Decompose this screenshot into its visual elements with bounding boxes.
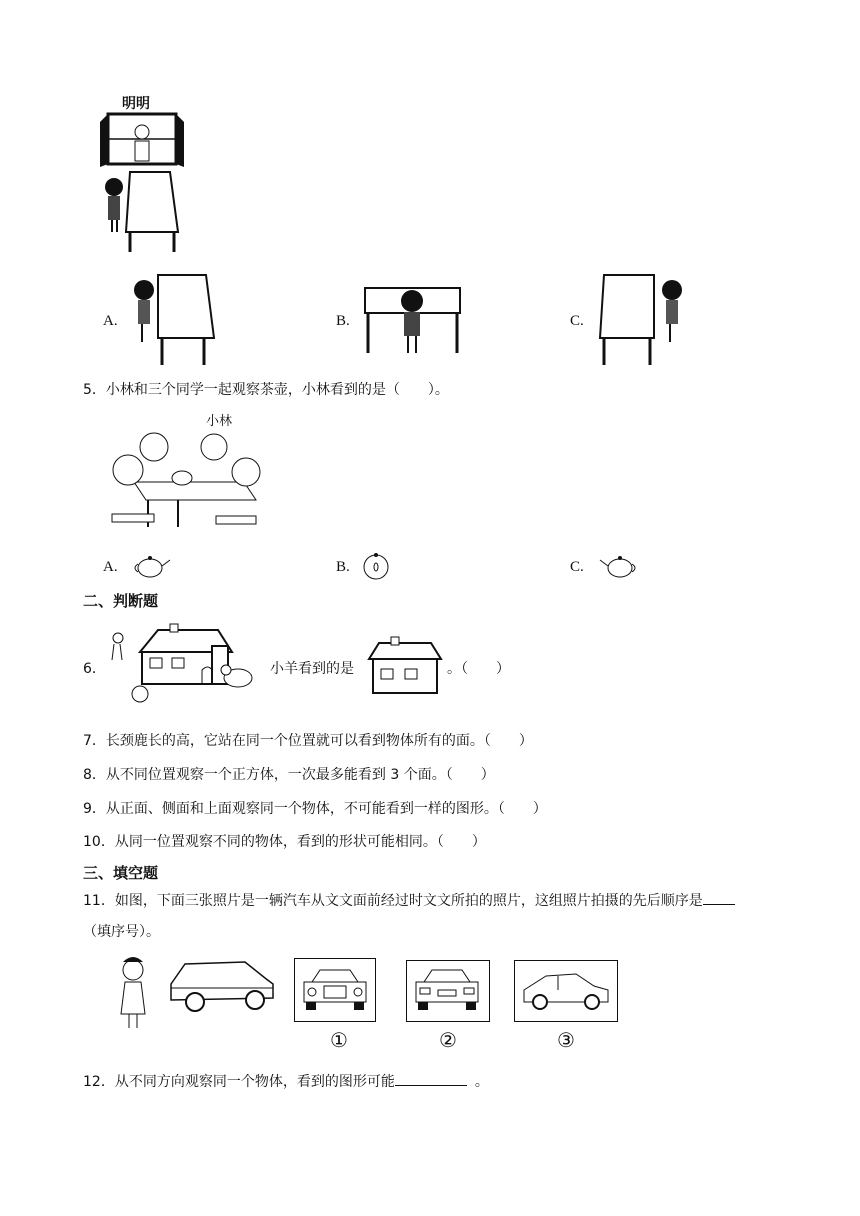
q5-figure-label: 小林 [206,414,233,429]
q8-question-text: 8．从不同位置观察一个正方体，一次最多能看到 3 个面。（ ） [83,767,495,783]
q6-farm-scene-illustration [108,620,263,710]
q4-option-b-image [360,283,465,355]
q6-house-view-image [365,635,445,697]
q11-photo-2-label: ② [439,1030,457,1052]
q4-option-b-label: B. [336,313,350,329]
q5-option-c-label: C. [570,559,584,575]
q5-option-a-label: A. [103,559,118,575]
q6-number: 6． [83,661,106,677]
q11-photo-1-car-front-icon [300,966,370,1014]
q11-photo-3-label: ③ [557,1030,575,1052]
q11-photo-3-car-side-icon [518,968,612,1012]
q11-question-text-line2: （填序号）。 [83,924,160,940]
section-judgment-heading: 二、判断题 [83,592,159,610]
q5-question-text: 5．小林和三个同学一起观察茶壶，小林看到的是（ ）。 [83,382,449,398]
q4-figure [100,92,190,257]
q5-figure [106,412,266,537]
q11-girl-and-car-illustration [115,948,280,1033]
q4-option-a-image [128,270,223,370]
q11-question-text-line1 [83,890,735,911]
q6-text-b: 。（ ） [447,661,510,677]
q5-option-b-label: B. [336,559,350,575]
q11-photo-2-car-rear-icon [412,966,482,1014]
q12-end-punct: 。 [474,1074,489,1090]
q5-scene-illustration [106,412,266,537]
q4-option-c-image [596,270,691,370]
q4-option-a-label: A. [103,313,118,329]
q12-question [83,1071,489,1092]
q4-option-c-label: C. [570,313,584,329]
q11-photo-1-label: ① [330,1030,348,1052]
q10-question-text: 10．从同一位置观察不同的物体，看到的形状可能相同。（ ） [83,834,486,850]
section-fill-blank-heading: 三、填空题 [83,864,159,882]
q9-question-text: 9．从正面、侧面和上面观察同一个物体，不可能看到一样的图形。（ ） [83,801,547,817]
q4-scene-illustration [100,92,190,257]
q11-text-line1: 11．如图，下面三张照片是一辆汽车从文文面前经过时文文所拍的照片，这组照片拍摄的先后顺序是 [83,893,703,909]
q7-question-text: 7．长颈鹿长的高，它站在同一个位置就可以看到物体所有的面。（ ） [83,733,533,749]
q5-option-b-teapot-icon [360,550,392,582]
q12-question-text: 12．从不同方向观察同一个物体，看到的图形可能 [83,1074,395,1090]
q6-text-a: 小羊看到的是 [270,661,354,677]
q5-option-c-teapot-icon [598,552,640,580]
q11-answer-blank[interactable] [703,890,735,905]
q12-answer-blank[interactable] [395,1071,467,1086]
q4-figure-label: 明明 [122,96,150,112]
q5-option-a-teapot-icon [130,552,172,580]
